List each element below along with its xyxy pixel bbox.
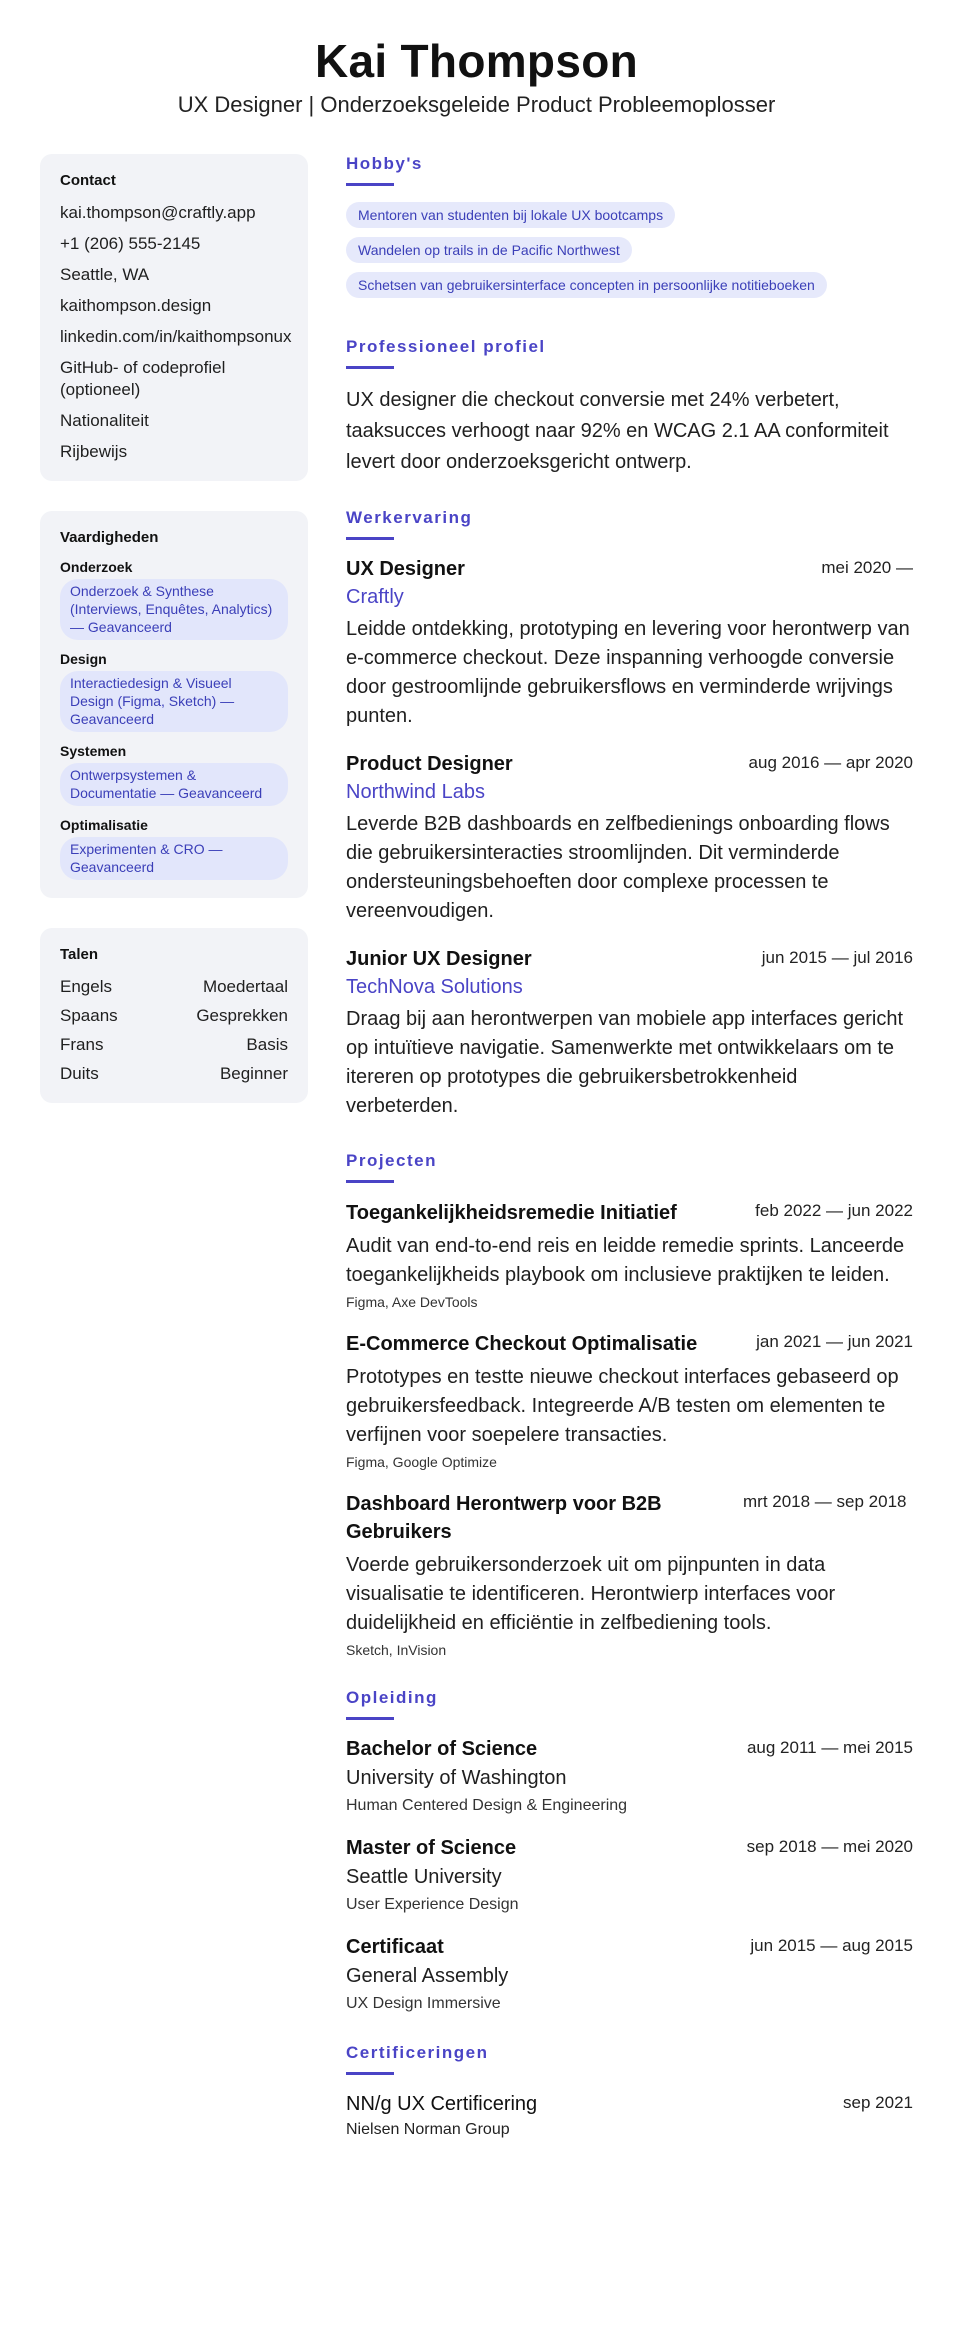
contact-license: Rijbewijs [60,442,128,461]
project-entry [346,1330,913,1470]
language-row [60,1005,288,1027]
degree-name: Certificaat [346,1936,444,1958]
resume-columns [40,154,913,2169]
experience-section [346,508,913,1121]
education-dates: sep 2018 — mei 2020 [746,1837,913,1856]
candidate-name: Kai Thompson [314,35,639,87]
job-dates: aug 2016 — apr 2020 [748,753,913,772]
contact-title: Contact [60,172,116,189]
project-description: Audit van end-to-end reis en leidde remedie sprints. Lanceerde toegankelijkheids playbook om inclusieve praktijken te leiden. [346,1235,905,1286]
certifications-section [346,2043,913,2139]
profile-summary: UX designer die checkout conversie met 24% verbetert, taaksucces verhoogt naar 92% en WCAG 2.1 AA conformiteit levert door onderzoeksgericht ontwerp. [346,389,889,473]
project-tools: Sketch, InVision [346,1642,447,1658]
certification-name: NN/g UX Certificering [346,2093,538,2115]
skill-pill: Ontwerpsystemen & Documentatie — Geavanceerd [60,763,288,806]
candidate-headline: UX Designer | Onderzoeksgeleide Product Probleemoplosser [177,92,776,117]
certification-issuer: Nielsen Norman Group [346,2121,510,2138]
section-divider [346,366,394,369]
language-level: Gesprekken [196,1006,288,1025]
language-level: Moedertaal [202,977,288,996]
section-title-certifications: Certificeringen [346,2043,489,2062]
study-field: User Experience Design [346,1896,519,1913]
language-name: Engels [60,977,112,996]
language-row [60,976,288,998]
language-row [60,1063,288,1085]
section-divider [346,1180,394,1183]
skill-category: Onderzoek [60,559,133,575]
project-name: Dashboard Herontwerp voor B2B Gebruikers [346,1493,662,1543]
section-title-hobbies: Hobby's [346,154,423,173]
language-level: Basis [246,1035,288,1054]
contact-linkedin[interactable]: linkedin.com/in/kaithompsonux [60,327,292,346]
projects-section [346,1151,913,1658]
skill-pill: Interactiedesign & Visueel Design (Figma, Sketch) — Geavanceerd [60,671,288,732]
language-name: Frans [60,1035,104,1054]
certification-date: sep 2021 [843,2093,913,2112]
job-dates: mei 2020 — [821,558,913,577]
hobby-tag: Mentoren van studenten bij lokale UX bootcamps [346,202,675,228]
contact-card [40,154,308,481]
section-title-experience: Werkervaring [346,508,473,527]
education-entry [346,1736,913,1815]
project-name: E-Commerce Checkout Optimalisatie [346,1333,698,1355]
job-description: Leverde B2B dashboards en zelfbedienings onboarding flows die gebruikersinteracties stroomlijnden. Dit verminderde ondersteuningsbehoeften door complexe processen te vereenvoudigen. [346,813,890,922]
hobby-list [346,202,913,307]
skill-category: Systemen [60,743,127,759]
project-tools: Figma, Axe DevTools [346,1294,478,1310]
project-entry [346,1490,913,1658]
hobby-tag: Schetsen van gebruikersinterface concepten in persoonlijke notitieboeken [346,272,827,298]
resume-header [40,0,913,118]
skill-pill: Experimenten & CRO — Geavanceerd [60,837,288,880]
contact-nationality: Nationaliteit [60,411,149,430]
skills-title: Vaardigheden [60,529,159,546]
project-name: Toegankelijkheidsremedie Initiatief [346,1202,677,1224]
certification-entry [346,2091,913,2139]
education-entry [346,1835,913,1914]
language-name: Duits [60,1064,99,1083]
section-divider [346,537,394,540]
section-divider [346,183,394,186]
skill-category: Design [60,651,107,667]
education-dates: jun 2015 — aug 2015 [750,1936,913,1955]
job-title: Product Designer [346,753,513,775]
project-entry [346,1199,913,1310]
job-title: UX Designer [346,558,465,580]
section-divider [346,1717,394,1720]
experience-entry [346,751,913,926]
school-name: General Assembly [346,1965,509,1987]
job-dates: jun 2015 — jul 2016 [761,948,913,967]
job-description: Draag bij aan herontwerpen van mobiele app interfaces gericht op intuïtieve navigatie. Samenwerkte met ontwikkelaars om te itereren op prototypes die gebruikersbetrokkenheid verbeterden. [346,1008,904,1117]
education-entry [346,1934,913,2013]
project-dates: feb 2022 — jun 2022 [755,1201,913,1220]
education-section [346,1688,913,2013]
hobby-tag: Wandelen op trails in de Pacific Northwest [346,237,632,263]
language-name: Spaans [60,1006,118,1025]
contact-email[interactable]: kai.thompson@craftly.app [60,203,256,222]
project-description: Voerde gebruikersonderzoek uit om pijnpunten in data visualisatie te identificeren. Herontwierp interfaces voor duidelijkheid en efficiëntie in zelfbediening tools. [346,1554,836,1634]
profile-section [346,337,913,478]
contact-phone[interactable]: +1 (206) 555-2145 [60,234,201,253]
language-row [60,1034,288,1056]
section-divider [346,2072,394,2075]
project-tools: Figma, Google Optimize [346,1454,497,1470]
project-description: Prototypes en testte nieuwe checkout interfaces gebaseerd op gebruikersfeedback. Integreerde A/B testen om elementen te verfijnen voor soepelere transacties. [346,1366,899,1446]
study-field: UX Design Immersive [346,1995,501,2012]
section-title-education: Opleiding [346,1688,438,1707]
job-description: Leidde ontdekking, prototyping en levering voor herontwerp van e-commerce checkout. Deze inspanning verhoogde conversie door gestroomlijnde gebruikersflows en verminderde wrijvings punten. [346,618,910,727]
school-name: University of Washington [346,1767,567,1789]
main-content [346,154,913,2169]
project-dates: jan 2021 — jun 2021 [756,1332,913,1351]
skill-pill: Onderzoek & Synthese (Interviews, Enquêtes, Analytics) — Geavanceerd [60,579,288,640]
hobbies-section [346,154,913,307]
project-dates: mrt 2018 — sep 2018 [743,1492,907,1511]
sidebar [40,154,308,2169]
contact-location: Seattle, WA [60,265,150,284]
skills-card [40,511,308,898]
languages-card [40,928,308,1103]
job-title: Junior UX Designer [346,948,532,970]
languages-title: Talen [60,946,99,963]
section-title-profile: Professioneel profiel [346,337,546,356]
contact-github: GitHub- of codeprofiel (optioneel) [60,358,226,399]
company-name: Craftly [346,586,404,608]
school-name: Seattle University [346,1866,502,1888]
language-level: Beginner [219,1064,288,1083]
section-title-projects: Projecten [346,1151,437,1170]
education-dates: aug 2011 — mei 2015 [746,1738,913,1757]
degree-name: Master of Science [346,1837,517,1859]
study-field: Human Centered Design & Engineering [346,1797,628,1814]
contact-website[interactable]: kaithompson.design [60,296,212,315]
skill-category: Optimalisatie [60,817,148,833]
experience-entry [346,946,913,1121]
experience-entry [346,556,913,731]
company-name: Northwind Labs [346,781,485,803]
company-name: TechNova Solutions [346,976,523,998]
degree-name: Bachelor of Science [346,1738,538,1760]
